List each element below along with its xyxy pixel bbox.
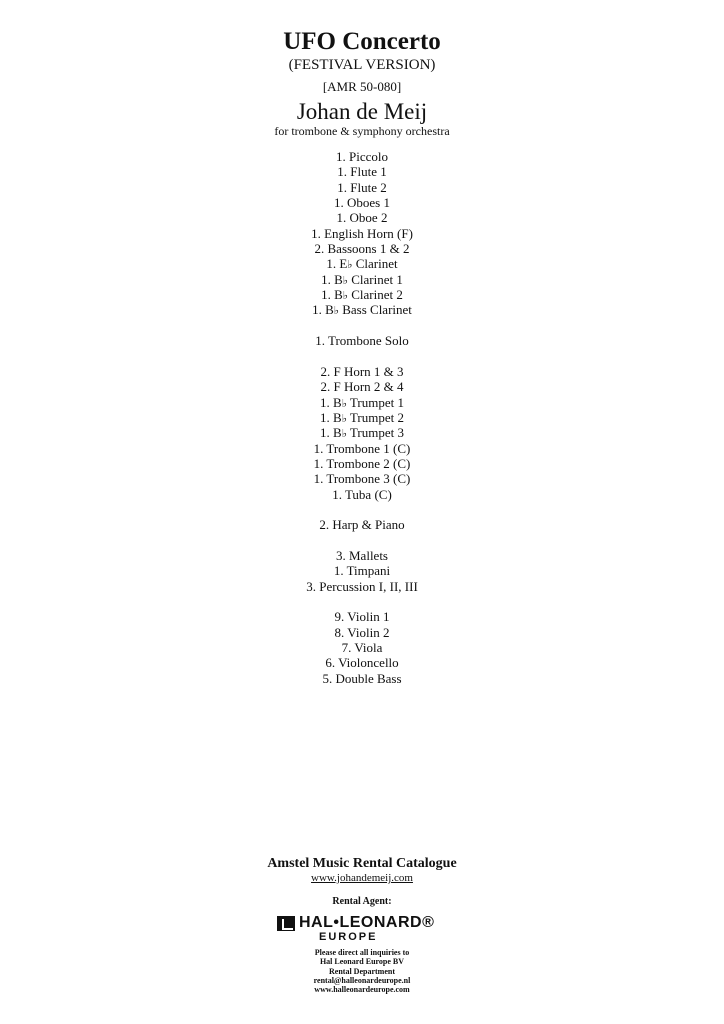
flat-symbol: ♭	[333, 305, 339, 318]
instrument-item	[0, 441, 724, 456]
instrument-item	[0, 302, 724, 317]
instrument-item	[0, 226, 724, 241]
instrument-count: 1.	[321, 271, 331, 287]
instrument-count: 1.	[320, 409, 330, 425]
contact-link[interactable]: rental@halleonardeurope.nl	[313, 975, 411, 985]
flat-symbol: ♭	[341, 412, 347, 425]
contact-line: Rental Department	[329, 966, 395, 976]
instrument-count: 1.	[326, 256, 337, 272]
instrument-item	[0, 671, 724, 686]
list-spacer	[0, 502, 724, 517]
flat-symbol: ♭	[341, 428, 347, 441]
rental-catalogue-title: Amstel Music Rental Catalogue	[267, 856, 457, 871]
instrument-item	[0, 563, 724, 578]
instrument-item	[0, 272, 724, 287]
instrument-count: 3.	[336, 547, 346, 563]
logo-top-text: HAL•LEONARD®	[299, 914, 435, 931]
instrument-name: B	[334, 287, 343, 303]
instrument-name: Flute 1	[350, 164, 387, 180]
instrument-item	[0, 149, 724, 164]
instrument-count: 7.	[341, 640, 352, 655]
instrument-name: B	[334, 271, 343, 287]
hal-leonard-logo-icon	[277, 916, 295, 931]
instrument-name: Piccolo	[349, 149, 388, 164]
instrument-item	[0, 379, 724, 394]
rental-agent-label: Rental Agent:	[332, 896, 392, 907]
instrument-count: 9.	[334, 609, 345, 625]
instrument-name: B	[333, 394, 342, 410]
instrument-item	[0, 609, 724, 624]
instrument-item	[0, 517, 724, 532]
instrument-item	[0, 640, 724, 655]
instrument-name: Trombone 2 (C)	[326, 455, 411, 471]
instrument-count: 1.	[337, 164, 347, 180]
instrument-item	[0, 241, 724, 256]
instrument-name: Violin 2	[347, 624, 390, 640]
instrument-name: Mallets	[349, 547, 388, 563]
instrument-item	[0, 195, 724, 210]
instrument-name: Trombone 3 (C)	[326, 471, 411, 487]
instrument-count: 1.	[333, 563, 344, 579]
instrument-count: 5.	[322, 670, 333, 686]
scoring-description: for trombone & symphony orchestra	[274, 124, 450, 138]
instrument-name: B	[333, 409, 342, 425]
instrument-name: Harp & Piano	[332, 517, 405, 533]
list-spacer	[0, 594, 724, 609]
instrument-count: 2.	[320, 363, 331, 379]
instrument-name: F Horn 2 & 4	[333, 379, 404, 395]
instrument-name: F Horn 1 & 3	[333, 363, 404, 379]
instrument-name-suffix: Trumpet 1	[346, 394, 404, 410]
flat-symbol: ♭	[347, 259, 353, 272]
instrument-name: Trombone 1 (C)	[326, 440, 411, 456]
contact-line: Please direct all inquiries to	[314, 948, 410, 957]
instrument-count: 1.	[313, 440, 324, 456]
instrument-count: 1.	[315, 333, 325, 349]
flat-symbol: ♭	[342, 290, 348, 303]
instrument-count: 1.	[336, 149, 346, 164]
instrument-name-suffix: Clarinet 1	[347, 271, 403, 287]
instrument-item	[0, 210, 724, 225]
list-spacer	[0, 533, 724, 548]
list-spacer	[0, 318, 724, 333]
instrument-name: Percussion I, II, III	[319, 578, 418, 594]
contact-line: Hal Leonard Europe BV	[319, 957, 405, 967]
instrument-count: 1.	[336, 210, 347, 226]
instrument-name: B	[333, 425, 342, 441]
instrument-item	[0, 579, 724, 594]
instrument-count: 2.	[319, 517, 330, 533]
instrument-name: Bassoons 1 & 2	[327, 241, 410, 257]
instrument-name: Trombone Solo	[327, 333, 409, 349]
composer-name: Johan de Meij	[296, 99, 428, 124]
instrument-count: 1.	[311, 225, 321, 241]
instrument-item	[0, 456, 724, 471]
instrument-item	[0, 471, 724, 486]
instrument-name: Flute 2	[350, 179, 387, 195]
instrument-name: Violin 1	[347, 609, 390, 625]
list-spacer	[0, 348, 724, 363]
contact-block	[0, 948, 724, 994]
composer-website-link[interactable]: www.johandemeij.com	[311, 872, 413, 884]
logo-bottom-text: EUROPE	[319, 931, 378, 943]
instrument-item	[0, 395, 724, 410]
instrument-count: 1.	[313, 455, 324, 471]
instrument-name-suffix: Clarinet 2	[347, 287, 403, 303]
instrument-count: 1.	[321, 287, 331, 303]
instrument-name: E	[339, 256, 348, 272]
hal-leonard-logo	[277, 914, 447, 944]
instrument-item	[0, 180, 724, 195]
instrument-item	[0, 287, 724, 302]
instrument-count: 6.	[325, 655, 336, 671]
instrument-item	[0, 333, 724, 348]
instrument-name-suffix: Bass Clarinet	[338, 302, 412, 318]
instrument-item	[0, 364, 724, 379]
instrument-count: 1.	[313, 471, 324, 487]
instrument-item	[0, 425, 724, 440]
instrument-count: 1.	[337, 179, 347, 195]
instrument-item	[0, 487, 724, 502]
flat-symbol: ♭	[342, 274, 348, 287]
instrument-name: Timpani	[346, 563, 391, 579]
instrument-name: English Horn (F)	[324, 225, 413, 241]
instrument-count: 2.	[320, 379, 331, 395]
instrument-count: 2.	[314, 241, 325, 257]
instrument-name: Double Bass	[335, 670, 402, 686]
contact-link[interactable]: www.halleonardeurope.com	[314, 985, 410, 995]
instrument-count: 1.	[320, 394, 330, 410]
instrument-count: 1.	[320, 425, 330, 441]
catalog-number: [AMR 50-080]	[322, 79, 402, 94]
work-title: UFO Concerto	[283, 28, 441, 55]
instrument-item	[0, 625, 724, 640]
instrument-name: Tuba (C)	[344, 486, 392, 502]
instrumentation-list	[0, 149, 724, 686]
instrument-name-suffix: Clarinet	[352, 256, 398, 272]
instrument-item	[0, 256, 724, 271]
instrument-name-suffix: Trumpet 2	[346, 409, 404, 425]
instrument-item	[0, 655, 724, 670]
instrument-item	[0, 548, 724, 563]
instrument-item	[0, 164, 724, 179]
instrument-name: Violoncello	[338, 655, 399, 671]
instrument-name: Viola	[354, 640, 383, 655]
instrument-count: 1.	[334, 195, 344, 211]
instrument-count: 8.	[334, 624, 345, 640]
instrument-count: 1.	[312, 302, 322, 318]
flat-symbol: ♭	[341, 397, 347, 410]
instrument-name: B	[325, 302, 334, 318]
instrument-count: 3.	[306, 578, 316, 594]
work-subtitle: (FESTIVAL VERSION)	[288, 57, 436, 73]
instrument-count: 1.	[332, 486, 342, 502]
instrument-name-suffix: Trumpet 3	[346, 425, 404, 441]
instrument-name: Oboes 1	[347, 195, 390, 211]
instrument-name: Oboe 2	[349, 210, 388, 226]
instrument-item	[0, 410, 724, 425]
